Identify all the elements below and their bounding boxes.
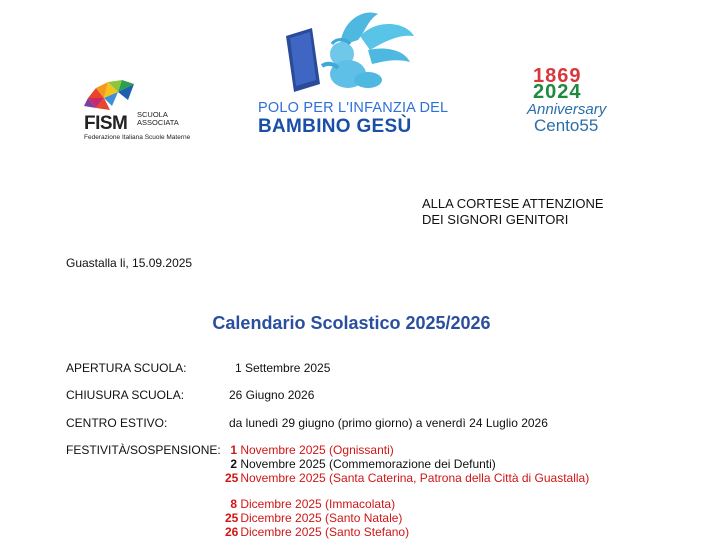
centro-estivo-value: da lunedì 29 giugno (primo giorno) a venerdì 24 Luglio 2026: [229, 416, 548, 430]
page-title: Calendario Scolastico 2025/2026: [212, 313, 491, 333]
chiusura-value: 26 Giugno 2026: [229, 388, 315, 402]
polo-line1: POLO PER L'INFANZIA DEL: [258, 100, 449, 116]
fism-name: FISM: [84, 113, 128, 134]
apertura-label: APERTURA SCUOLA:: [66, 361, 187, 375]
anniversary-years: [533, 65, 582, 103]
holiday-item: [225, 525, 695, 539]
fism-tag-line2: ASSOCIATA: [137, 118, 179, 127]
holiday-text: Dicembre 2025 (Immacolata): [240, 497, 396, 511]
recipient-line1: ALLA CORTESE ATTENZIONE: [422, 196, 604, 211]
holiday-item: [225, 511, 695, 525]
holiday-day: 25: [225, 511, 239, 525]
date-line: Guastalla li, 15.09.2025: [66, 256, 193, 270]
festivita-label: FESTIVITÀ/SOSPENSIONE:: [66, 443, 221, 457]
fism-tag-line1: SCUOLA: [137, 110, 168, 119]
polo-line2: BAMBINO GESÙ: [258, 116, 412, 137]
recipient-line2: DEI SIGNORI GENITORI: [422, 212, 569, 227]
centro-estivo-label: CENTRO ESTIVO:: [66, 416, 168, 430]
holiday-item: [225, 443, 695, 457]
holiday-item: [225, 497, 695, 511]
holiday-day: 25: [225, 471, 239, 485]
anniversary-year-end: 2024: [533, 81, 582, 103]
holiday-spacer: [225, 485, 695, 497]
holiday-day: 26: [225, 525, 239, 539]
anniversary-cento: Cento55: [534, 116, 599, 135]
anniversary-word: Anniversary: [527, 101, 607, 118]
fism-federation: Federazione Italiana Scuole Materne: [84, 134, 191, 141]
apertura-value: 1 Settembre 2025: [235, 361, 331, 375]
anniversary-year-start: 1869: [533, 65, 582, 87]
holiday-text: Dicembre 2025 (Santo Natale): [240, 511, 403, 525]
polo-logo: [282, 6, 422, 98]
chiusura-label: CHIUSURA SCUOLA:: [66, 388, 185, 402]
holiday-item: [225, 471, 695, 485]
holiday-text: Dicembre 2025 (Santo Stefano): [240, 525, 410, 539]
holiday-item: [225, 457, 695, 471]
angel-with-book-icon: [282, 6, 422, 98]
fism-tagline: [137, 111, 179, 127]
holiday-text: Novembre 2025 (Commemorazione dei Defunti): [240, 457, 496, 471]
holiday-day: 8: [230, 497, 237, 511]
holiday-text: Novembre 2025 (Ognissanti): [240, 443, 394, 457]
holiday-day: 1: [230, 443, 237, 457]
holiday-day: 2: [230, 457, 237, 471]
fism-mark-icon: [82, 78, 140, 114]
holiday-text: Novembre 2025 (Santa Caterina, Patrona della Città di Guastalla): [240, 471, 590, 485]
holiday-list: [225, 443, 695, 539]
